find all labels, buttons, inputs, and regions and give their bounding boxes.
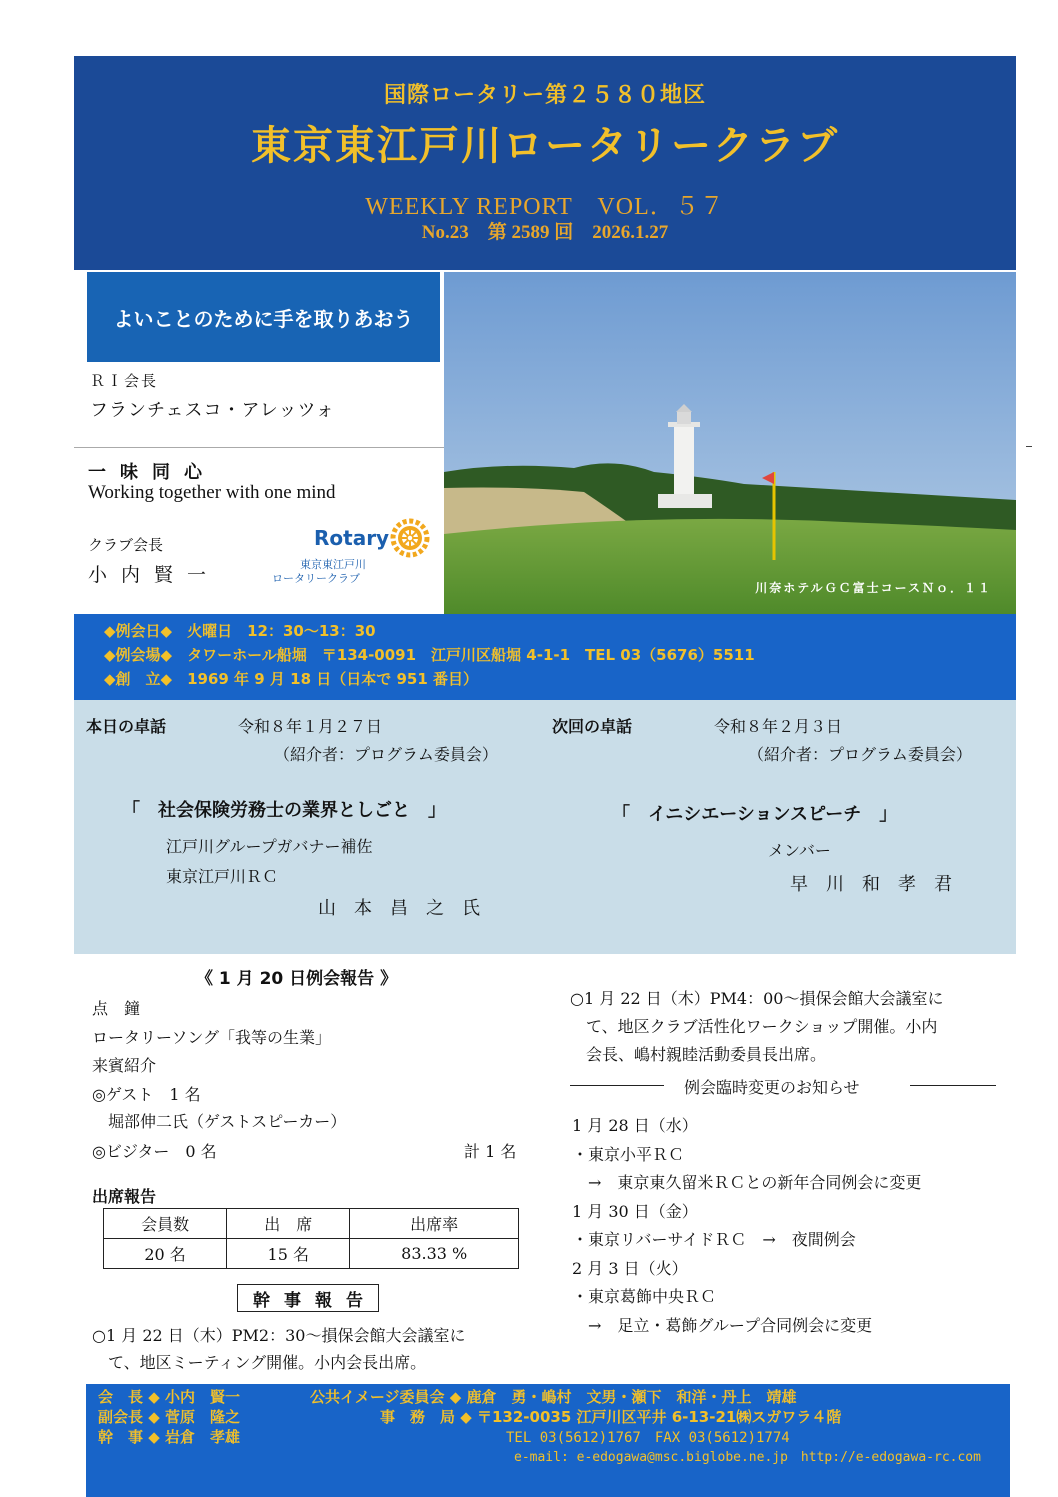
table-header-cell: 出 席 <box>227 1209 350 1239</box>
issue-number: No.23 第 2589 回 2026.1.27 <box>421 222 669 243</box>
rotary-wheel-icon <box>390 518 430 558</box>
notice-heading: 例会臨時変更のお知らせ <box>684 1078 860 1097</box>
club-motto-jp: 一味同心 <box>88 462 216 483</box>
footer-public-image-committee: 公共イメージ委員会 ◆ 鹿倉 勇・嶋村 文男・瀬下 和洋・丹上 靖雄 <box>310 1388 797 1406</box>
speaker-section <box>74 700 1016 954</box>
photo-caption: 川奈ホテルＧＣ富士コースＮｏ．１１ <box>755 581 992 595</box>
attended-count: 15 名 <box>227 1239 350 1269</box>
logo-wordmark: Rotary <box>314 526 390 550</box>
report-line: 堀部伸二氏（ゲストスピーカー） <box>92 1112 347 1131</box>
notice-line: 1 月 28 日（水） <box>572 1116 698 1135</box>
next-speaker-name: 早 川 和 孝 君 <box>790 874 952 895</box>
report-line: 点 鐘 <box>92 999 141 1018</box>
footer-email-url: e-mail: e-edogawa@msc.biglobe.ne.jp http://e-edogawa-rc.com <box>514 1450 981 1465</box>
footer-office-address: 事 務 局 ◆ 〒132-0035 江戸川区平井 6-13-21㈱スガワラ４階 <box>380 1408 842 1426</box>
today-speaker-role2: 東京江戸川ＲＣ <box>166 867 279 886</box>
right-line: て、地区クラブ活性化ワークショップ開催。小内 <box>570 1017 938 1036</box>
notice-line: → 足立・葛飾グループ合同例会に変更 <box>572 1316 873 1335</box>
next-talk-heading: 次回の卓話 <box>552 717 633 736</box>
ri-theme-box: よいことのために手を取りあおう <box>87 272 440 362</box>
right-line: ○1 月 22 日（木）PM4：00～損保会館大会議室に <box>570 989 944 1008</box>
today-talk-date: 令和８年１月２７日 <box>238 717 383 736</box>
report-heading: 《 1 月 20 日例会報告 》 <box>196 969 398 989</box>
founded-date: ◆創 立◆ 1969 年 9 月 18 日（日本で 951 番目） <box>104 670 478 688</box>
table-row <box>104 1209 519 1239</box>
today-talk-intro: （紹介者：プログラム委員会） <box>274 745 498 764</box>
footer-contact-bar <box>86 1384 1010 1497</box>
footer-president: 会 長 ◆ 小内 賢一 <box>98 1388 240 1406</box>
notice-line: ・東京小平ＲＣ <box>572 1145 685 1164</box>
next-talk-date: 令和８年２月３日 <box>714 717 843 736</box>
divider <box>1026 446 1032 447</box>
report-line: ◎ゲスト 1 名 <box>92 1085 201 1104</box>
club-title: 東京東江戸川ロータリークラブ <box>251 123 839 169</box>
lighthouse-image <box>444 272 1016 614</box>
report-line: ロータリーソング「我等の生業」 <box>92 1028 332 1047</box>
divider <box>570 1085 664 1086</box>
footer-tel-fax: TEL 03(5612)1767 FAX 03(5612)1774 <box>506 1430 790 1446</box>
footer-secretary: 幹 事 ◆ 岩倉 孝雄 <box>98 1428 240 1446</box>
meeting-venue: ◆例会場◆ タワーホール船堀 〒134-0091 江戸川区船堀 4-1-1 TEL 03（5676）5511 <box>104 646 755 664</box>
notice-line: ・東京葛飾中央ＲＣ <box>572 1287 717 1306</box>
divider <box>74 447 444 448</box>
members-count: 20 名 <box>104 1239 227 1269</box>
club-president-label: クラブ会長 <box>88 536 164 554</box>
notice-line: 2 月 3 日（火） <box>572 1259 688 1278</box>
club-motto-en: Working together with one mind <box>88 482 336 503</box>
logo-club-line2: ロータリークラブ <box>272 572 360 585</box>
attendance-heading: 出席報告 <box>92 1187 157 1206</box>
ri-president-label: ＲＩ会長 <box>90 372 159 390</box>
next-speaker-role: メンバー <box>768 841 831 860</box>
table-header-cell: 出席率 <box>350 1209 519 1239</box>
rotary-logo <box>272 516 434 588</box>
next-talk-title: 「 イニシエーションスピーチ 」 <box>612 804 898 825</box>
footer-vice-president: 副会長 ◆ 菅原 隆之 <box>98 1408 240 1426</box>
today-talk-title: 「 社会保険労務士の業界としごと 」 <box>122 800 446 821</box>
visitor-count: ◎ビジター 0 名 <box>92 1142 217 1161</box>
district-title: 国際ロータリー第２５８０地区 <box>383 83 706 108</box>
secretary-report-heading: 幹事報告 <box>237 1284 379 1312</box>
next-talk-intro: （紹介者：プログラム委員会） <box>748 745 972 764</box>
report-line: 来賓紹介 <box>92 1056 157 1075</box>
table-row <box>104 1239 519 1269</box>
today-talk-heading: 本日の卓話 <box>86 717 167 736</box>
today-speaker-role1: 江戸川グループガバナー補佐 <box>166 837 373 856</box>
secretary-line: て、地区ミーティング開催。小内会長出席。 <box>92 1353 427 1372</box>
notice-line: 1 月 30 日（金） <box>572 1202 698 1221</box>
right-line: 会長、嶋村親睦活動委員長出席。 <box>570 1045 827 1064</box>
attendance-rate: 83.33 % <box>350 1239 519 1269</box>
meeting-day: ◆例会日◆ 火曜日 12：30～13：30 <box>104 622 376 640</box>
logo-club-line1: 東京東江戸川 <box>300 558 366 571</box>
ri-president-name: フランチェスコ・アレッツォ <box>90 400 335 421</box>
total-guests: 計 1 名 <box>464 1142 517 1161</box>
weekly-report-volume: WEEKLY REPORT VOL．５７ <box>365 194 725 220</box>
notice-line: ・東京リバーサイドＲＣ → 夜間例会 <box>572 1230 856 1249</box>
notice-line: → 東京東久留米ＲＣとの新年合同例会に変更 <box>572 1173 922 1192</box>
divider <box>910 1085 996 1086</box>
golf-course-photo <box>444 272 1016 614</box>
masthead <box>74 56 1016 270</box>
secretary-line: ○1 月 22 日（木）PM2：30～損保会館大会議室に <box>92 1326 466 1345</box>
today-speaker-name: 山 本 昌 之 氏 <box>318 898 480 919</box>
club-president-name: 小内賢一 <box>88 564 221 586</box>
meeting-info-bar <box>74 614 1016 700</box>
attendance-table <box>103 1208 519 1269</box>
table-header-cell: 会員数 <box>104 1209 227 1239</box>
